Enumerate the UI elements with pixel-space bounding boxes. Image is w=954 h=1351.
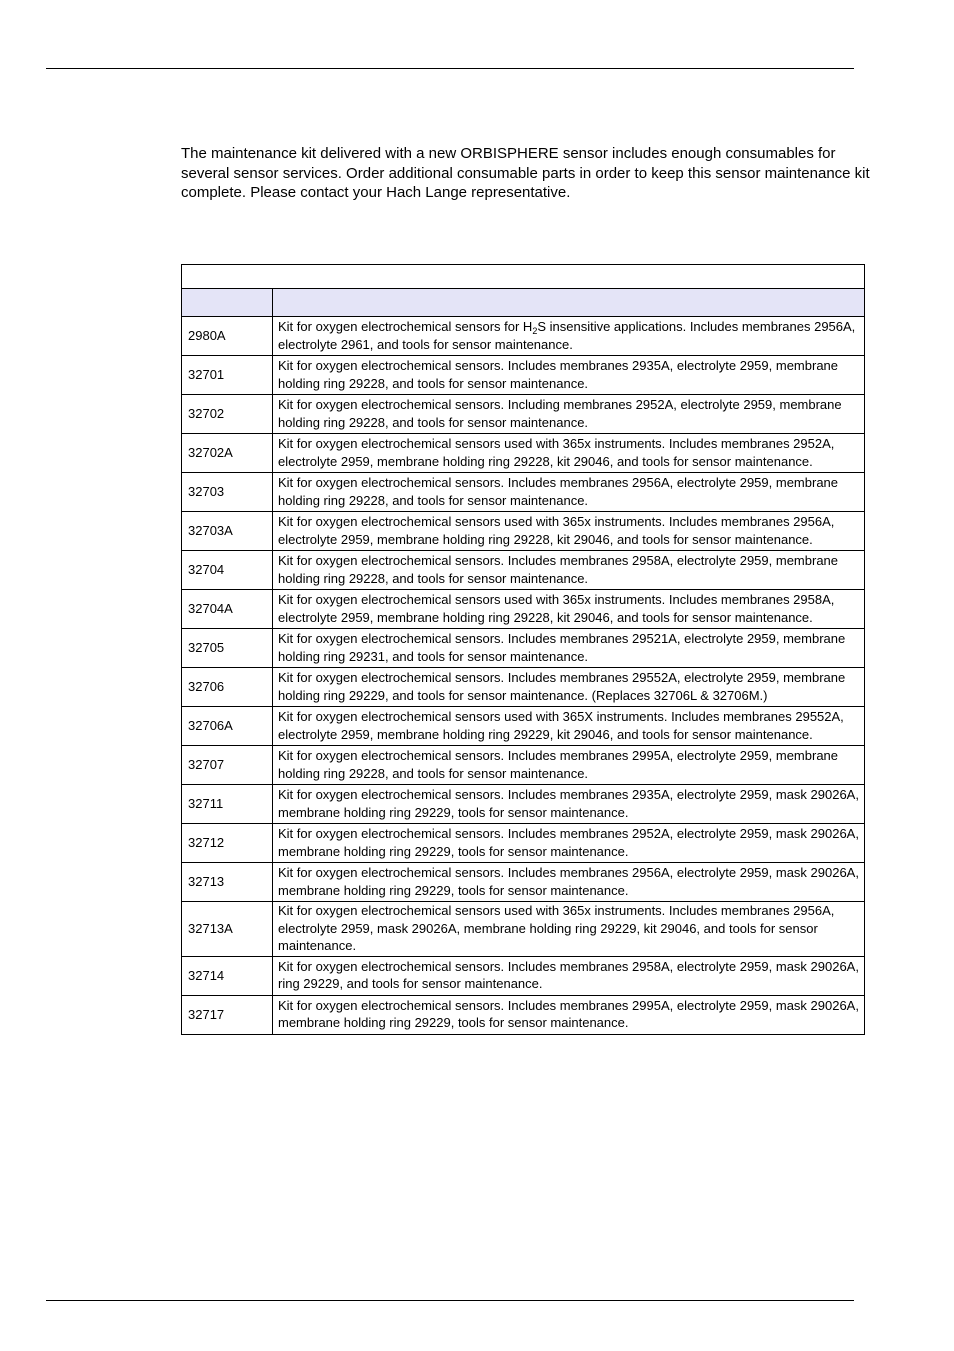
table-row bbox=[182, 629, 865, 668]
header-rule bbox=[46, 68, 854, 69]
table-header-row bbox=[182, 289, 865, 317]
part-description: Kit for oxygen electrochemical sensors. Includes membranes 2956A, electrolyte 2959, membrane holding ring 29228, and tools for sensor maintenance. bbox=[273, 473, 865, 512]
part-description: Kit for oxygen electrochemical sensors. Includes membranes 2956A, electrolyte 2959, mask 29026A, membrane holding ring 29229, tools for sensor maintenance. bbox=[273, 863, 865, 902]
part-description: Kit for oxygen electrochemical sensors. Includes membranes 2952A, electrolyte 2959, mask 29026A, membrane holding ring 29229, tools for sensor maintenance. bbox=[273, 824, 865, 863]
part-number: 32704 bbox=[182, 551, 273, 590]
maintenance-kit-table bbox=[181, 264, 865, 1035]
part-description: Kit for oxygen electrochemical sensors used with 365x instruments. Includes membranes 2956A, electrolyte 2959, mask 29026A, membrane holding ring 29229, kit 29046, and tools for sensor maintenance. bbox=[273, 902, 865, 957]
table-row bbox=[182, 863, 865, 902]
part-description: Kit for oxygen electrochemical sensors used with 365X instruments. Includes membranes 29552A, electrolyte 2959, membrane holding ring 29229, kit 29046, and tools for sensor maintenance. bbox=[273, 707, 865, 746]
table-row bbox=[182, 956, 865, 995]
table-row bbox=[182, 902, 865, 957]
table-title-row bbox=[182, 265, 865, 289]
part-description: Kit for oxygen electrochemical sensors. Includes membranes 2995A, electrolyte 2959, mask 29026A, membrane holding ring 29229, tools for sensor maintenance. bbox=[273, 995, 865, 1034]
part-number: 32705 bbox=[182, 629, 273, 668]
table-row bbox=[182, 668, 865, 707]
part-description: Kit for oxygen electrochemical sensors. Includes membranes 2935A, electrolyte 2959, mask 29026A, membrane holding ring 29229, tools for sensor maintenance. bbox=[273, 785, 865, 824]
intro-paragraph: The maintenance kit delivered with a new ORBISPHERE sensor includes enough consumables for several sensor services. Order additional consumable parts in order to keep this sensor maintenance kit complete. Please contact your Hach Lange representative. bbox=[181, 145, 870, 201]
part-description: Kit for oxygen electrochemical sensors. Includes membranes 2995A, electrolyte 2959, membrane holding ring 29228, and tools for sensor maintenance. bbox=[273, 746, 865, 785]
part-description: Kit for oxygen electrochemical sensors. Includes membranes 2958A, electrolyte 2959, mask 29026A, ring 29229, and tools for sensor maintenance. bbox=[273, 956, 865, 995]
table-row bbox=[182, 746, 865, 785]
part-description: Kit for oxygen electrochemical sensors. Includes membranes 2935A, electrolyte 2959, membrane holding ring 29228, and tools for sensor maintenance. bbox=[273, 356, 865, 395]
table-row bbox=[182, 785, 865, 824]
part-number: 32711 bbox=[182, 785, 273, 824]
table-row bbox=[182, 434, 865, 473]
part-description: Kit for oxygen electrochemical sensors. Including membranes 2952A, electrolyte 2959, membrane holding ring 29228, and tools for sensor maintenance. bbox=[273, 395, 865, 434]
part-number: 32703A bbox=[182, 512, 273, 551]
table-row bbox=[182, 590, 865, 629]
table-row bbox=[182, 356, 865, 395]
part-description: Kit for oxygen electrochemical sensors. Includes membranes 29521A, electrolyte 2959, membrane holding ring 29231, and tools for sensor maintenance. bbox=[273, 629, 865, 668]
table-row bbox=[182, 317, 865, 356]
part-number: 32703 bbox=[182, 473, 273, 512]
table-row bbox=[182, 395, 865, 434]
part-description: Kit for oxygen electrochemical sensors used with 365x instruments. Includes membranes 2952A, electrolyte 2959, membrane holding ring 29228, kit 29046, and tools for sensor maintenance. bbox=[273, 434, 865, 473]
table-row bbox=[182, 551, 865, 590]
part-number: 32714 bbox=[182, 956, 273, 995]
part-description: Kit for oxygen electrochemical sensors used with 365x instruments. Includes membranes 2956A, electrolyte 2959, membrane holding ring 29228, kit 29046, and tools for sensor maintenance. bbox=[273, 512, 865, 551]
part-description: Kit for oxygen electrochemical sensors used with 365x instruments. Includes membranes 2958A, electrolyte 2959, membrane holding ring 29228, kit 29046, and tools for sensor maintenance. bbox=[273, 590, 865, 629]
part-description: Kit for oxygen electrochemical sensors. Includes membranes 29552A, electrolyte 2959, membrane holding ring 29229, and tools for sensor maintenance. (Replaces 32706L & 32706M.) bbox=[273, 668, 865, 707]
footer-rule bbox=[46, 1300, 854, 1301]
part-number: 32702 bbox=[182, 395, 273, 434]
column-header-part bbox=[182, 289, 273, 317]
part-number: 32712 bbox=[182, 824, 273, 863]
table-row bbox=[182, 473, 865, 512]
part-number: 32706 bbox=[182, 668, 273, 707]
table-title bbox=[182, 265, 865, 289]
part-number: 32717 bbox=[182, 995, 273, 1034]
part-number: 32701 bbox=[182, 356, 273, 395]
part-description: Kit for oxygen electrochemical sensors. Includes membranes 2958A, electrolyte 2959, membrane holding ring 29228, and tools for sensor maintenance. bbox=[273, 551, 865, 590]
description-text: Kit for oxygen electrochemical sensors for H bbox=[278, 318, 533, 334]
part-number: 32713A bbox=[182, 902, 273, 957]
part-number: 32707 bbox=[182, 746, 273, 785]
part-description bbox=[273, 317, 865, 356]
table-row bbox=[182, 707, 865, 746]
part-number: 32702A bbox=[182, 434, 273, 473]
part-number: 32704A bbox=[182, 590, 273, 629]
table-row bbox=[182, 824, 865, 863]
table-row bbox=[182, 512, 865, 551]
part-number: 32706A bbox=[182, 707, 273, 746]
subscript: 2 bbox=[532, 325, 538, 336]
table-row bbox=[182, 995, 865, 1034]
column-header-description bbox=[273, 289, 865, 317]
part-number: 2980A bbox=[182, 317, 273, 356]
part-number: 32713 bbox=[182, 863, 273, 902]
description-text: S insensitive applications. Includes membranes 2956A, electrolyte 2961, and tools for sensor maintenance. bbox=[278, 318, 856, 352]
